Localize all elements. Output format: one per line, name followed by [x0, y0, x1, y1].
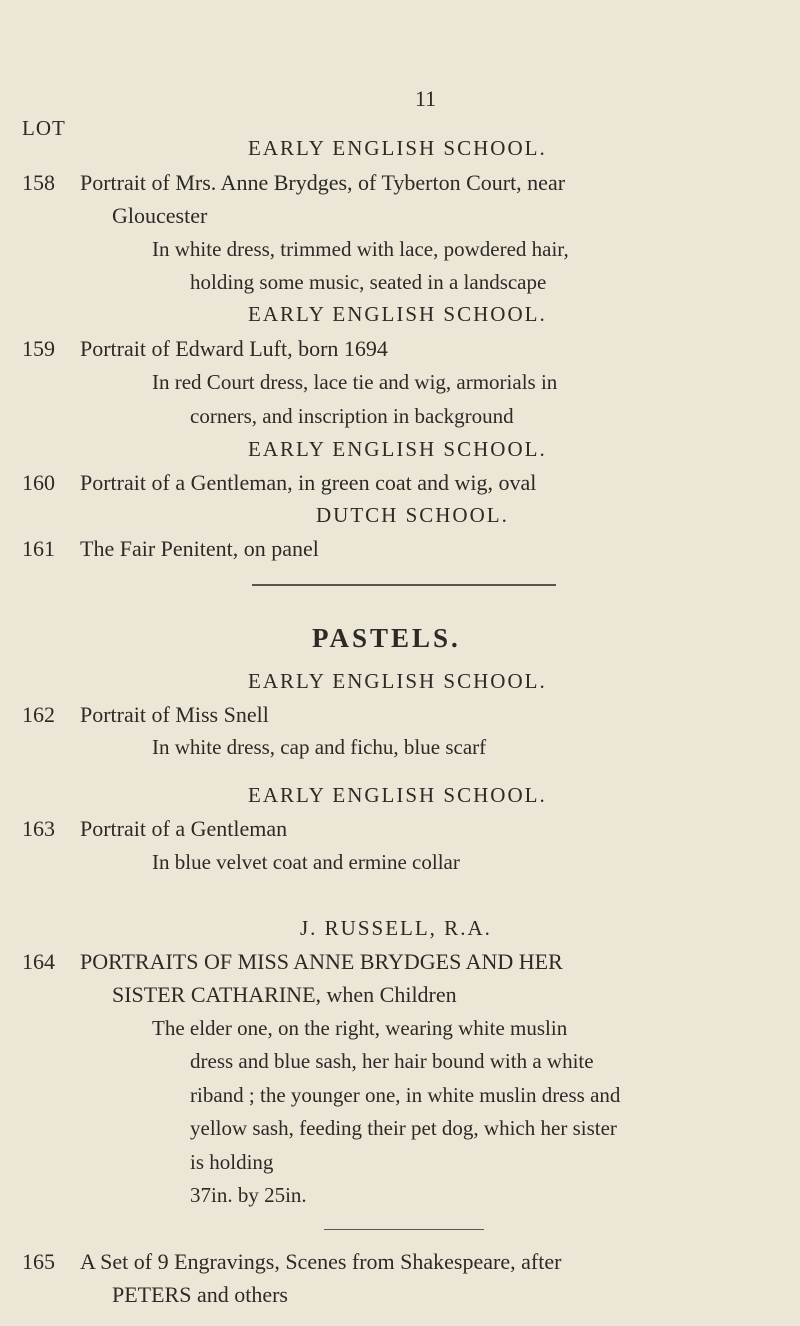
lot-163-title: Portrait of a Gentleman [80, 816, 288, 841]
lot-164-description-4: yellow sash, feeding their pet dog, which her sister [190, 1116, 617, 1140]
lot-164-description-2: dress and blue sash, her hair bound with a white [190, 1049, 594, 1073]
lot-number-163: 163 [22, 816, 55, 841]
lot-162-description: In white dress, cap and fichu, blue scarf [152, 735, 487, 759]
lot-159-description-cont: corners, and inscription in background [190, 404, 514, 428]
lot-164-description-5: is holding [190, 1150, 274, 1174]
lot-165-title-cont: PETERS and others [112, 1282, 288, 1307]
lot-159-school: EARLY ENGLISH SCHOOL. [248, 302, 547, 326]
lot-column-header: LOT [22, 116, 66, 140]
lot-160-school: EARLY ENGLISH SCHOOL. [248, 437, 547, 461]
section-divider [252, 584, 556, 586]
lot-162-school: EARLY ENGLISH SCHOOL. [248, 669, 547, 693]
lot-161-title: The Fair Penitent, on panel [80, 536, 319, 561]
lot-159-description: In red Court dress, lace tie and wig, armorials in [152, 370, 558, 394]
lot-164-dimensions: 37in. by 25in. [190, 1183, 307, 1207]
lot-162-title: Portrait of Miss Snell [80, 702, 269, 727]
page-number: 11 [415, 86, 437, 111]
section-heading: PASTELS. [312, 623, 461, 653]
lot-158-title: Portrait of Mrs. Anne Brydges, of Tyberton Court, near [80, 170, 566, 195]
lot-165-title: A Set of 9 Engravings, Scenes from Shakespeare, after [80, 1249, 562, 1274]
lot-164-artist: J. RUSSELL, R.A. [300, 916, 492, 940]
lot-159-title: Portrait of Edward Luft, born 1694 [80, 336, 388, 361]
lot-163-description: In blue velvet coat and ermine collar [152, 850, 460, 874]
lot-number-159: 159 [22, 336, 55, 361]
lot-divider [324, 1229, 484, 1230]
lot-158-description: In white dress, trimmed with lace, powdered hair, [152, 237, 569, 261]
lot-163-school: EARLY ENGLISH SCHOOL. [248, 783, 547, 807]
lot-number-158: 158 [22, 170, 55, 195]
lot-164-description-3: riband ; the younger one, in white muslin dress and [190, 1083, 621, 1107]
lot-164-description: The elder one, on the right, wearing white muslin [152, 1016, 568, 1040]
lot-158-school: EARLY ENGLISH SCHOOL. [248, 136, 547, 160]
lot-158-description-cont: holding some music, seated in a landscape [190, 270, 547, 294]
lot-161-school: DUTCH SCHOOL. [316, 503, 509, 527]
lot-number-164: 164 [22, 949, 55, 974]
lot-number-160: 160 [22, 470, 55, 495]
lot-number-162: 162 [22, 702, 55, 727]
lot-158-title-cont: Gloucester [112, 203, 208, 228]
lot-164-title: PORTRAITS OF MISS ANNE BRYDGES AND HER [80, 949, 563, 974]
lot-160-title: Portrait of a Gentleman, in green coat and wig, oval [80, 470, 537, 495]
lot-164-title-cont: SISTER CATHARINE, when Children [112, 982, 457, 1007]
lot-number-165: 165 [22, 1249, 55, 1274]
lot-number-161: 161 [22, 536, 55, 561]
